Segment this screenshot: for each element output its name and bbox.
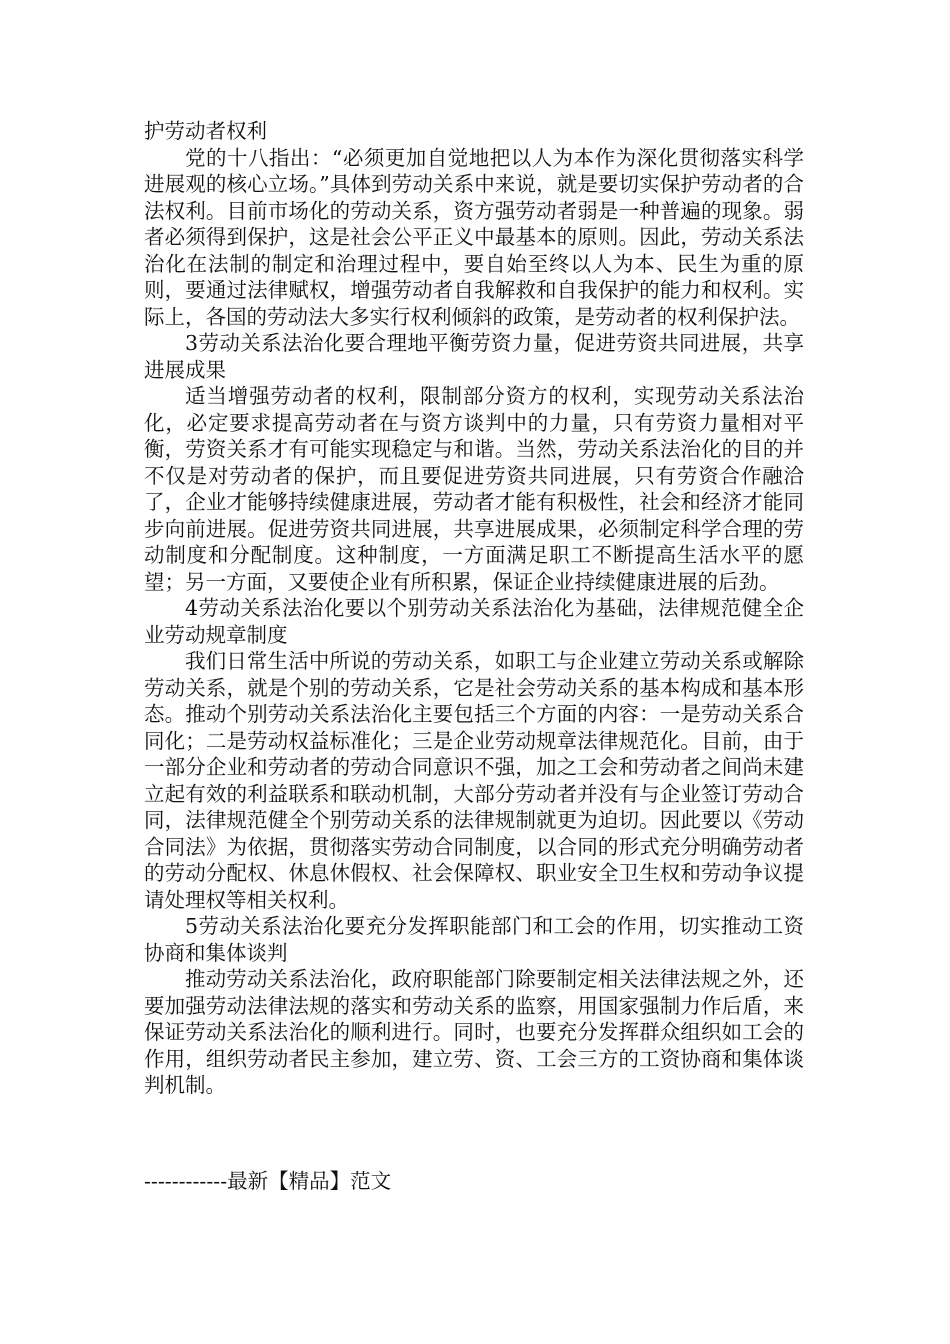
continued-heading: 护劳动者权利 (144, 119, 267, 143)
section-heading-5: 5劳动关系法治化要充分发挥职能部门和工会的作用，切实推动工资协商和集体谈判 (144, 914, 804, 965)
section-heading-3: 3劳动关系法治化要合理地平衡劳资力量，促进劳资共同进展，共享进展成果 (144, 331, 804, 382)
body-paragraph: 推动劳动关系法治化，政府职能部门除要制定相关法律法规之外，还要加强劳动法律法规的落实和劳动关系的监察，用国家强制力作后盾，来保证劳动关系法治化的顺利进行。同时，也要充分发挥群众组织如工会的作用，组织劳动者民主参加，建立劳、资、工会三方的工资协商和集体谈判机制。 (144, 967, 804, 1097)
body-paragraph: 适当增强劳动者的权利，限制部分资方的权利，实现劳动关系法治化，必定要求提高劳动者在与资方谈判中的力量，只有劳资力量相对平衡，劳资关系才有可能实现稳定与和谐。当然，劳动关系法治化的目的并不仅是对劳动者的保护，而且要促进劳资共同进展，只有劳资合作融洽了，企业才能够持续健康进展，劳动者才能有积极性，社会和经济才能同步向前进展。促进劳资共同进展，共享进展成果，必须制定科学合理的劳动制度和分配制度。这种制度，一方面满足职工不断提高生活水平的愿望；另一方面，又要使企业有所积累，保证企业持续健康进展的后劲。 (144, 384, 804, 594)
section-heading-4: 4劳动关系法治化要以个别劳动关系法治化为基础，法律规范健全企业劳动规章制度 (144, 596, 804, 647)
document-body (144, 118, 804, 1099)
page-footer: ------------最新【精品】范文 (144, 1169, 392, 1193)
body-paragraph: 党的十八指出：“必须更加自觉地把以人为本作为深化贯彻落实科学进展观的核心立场。”具体到劳动关系中来说，就是要切实保护劳动者的合法权利。目前市场化的劳动关系，资方强劳动者弱是一种普遍的现象。弱者必须得到保护，这是社会公平正义中最基本的原则。因此，劳动关系法治化在法制的制定和治理过程中，要自始至终以人为本、民生为重的原则，要通过法律赋权，增强劳动者自我解救和自我保护的能力和权利。实际上，各国的劳动法大多实行权利倾斜的政策，是劳动者的权利保护法。 (144, 145, 804, 329)
body-paragraph: 我们日常生活中所说的劳动关系，如职工与企业建立劳动关系或解除劳动关系，就是个别的劳动关系，它是社会劳动关系的基本构成和基本形态。推动个别劳动关系法治化主要包括三个方面的内容：一是劳动关系合同化；二是劳动权益标准化；三是企业劳动规章法律规范化。目前，由于一部分企业和劳动者的劳动合同意识不强，加之工会和劳动者之间尚未建立起有效的利益联系和联动机制，大部分劳动者并没有与企业签订劳动合同，法律规范健全个别劳动关系的法律规制就更为迫切。因此要以《劳动合同法》为依据，贯彻落实劳动合同制度，以合同的形式充分明确劳动者的劳动分配权、休息休假权、社会保障权、职业安全卫生权和劳动争议提请处理权等相关权利。 (144, 649, 804, 912)
